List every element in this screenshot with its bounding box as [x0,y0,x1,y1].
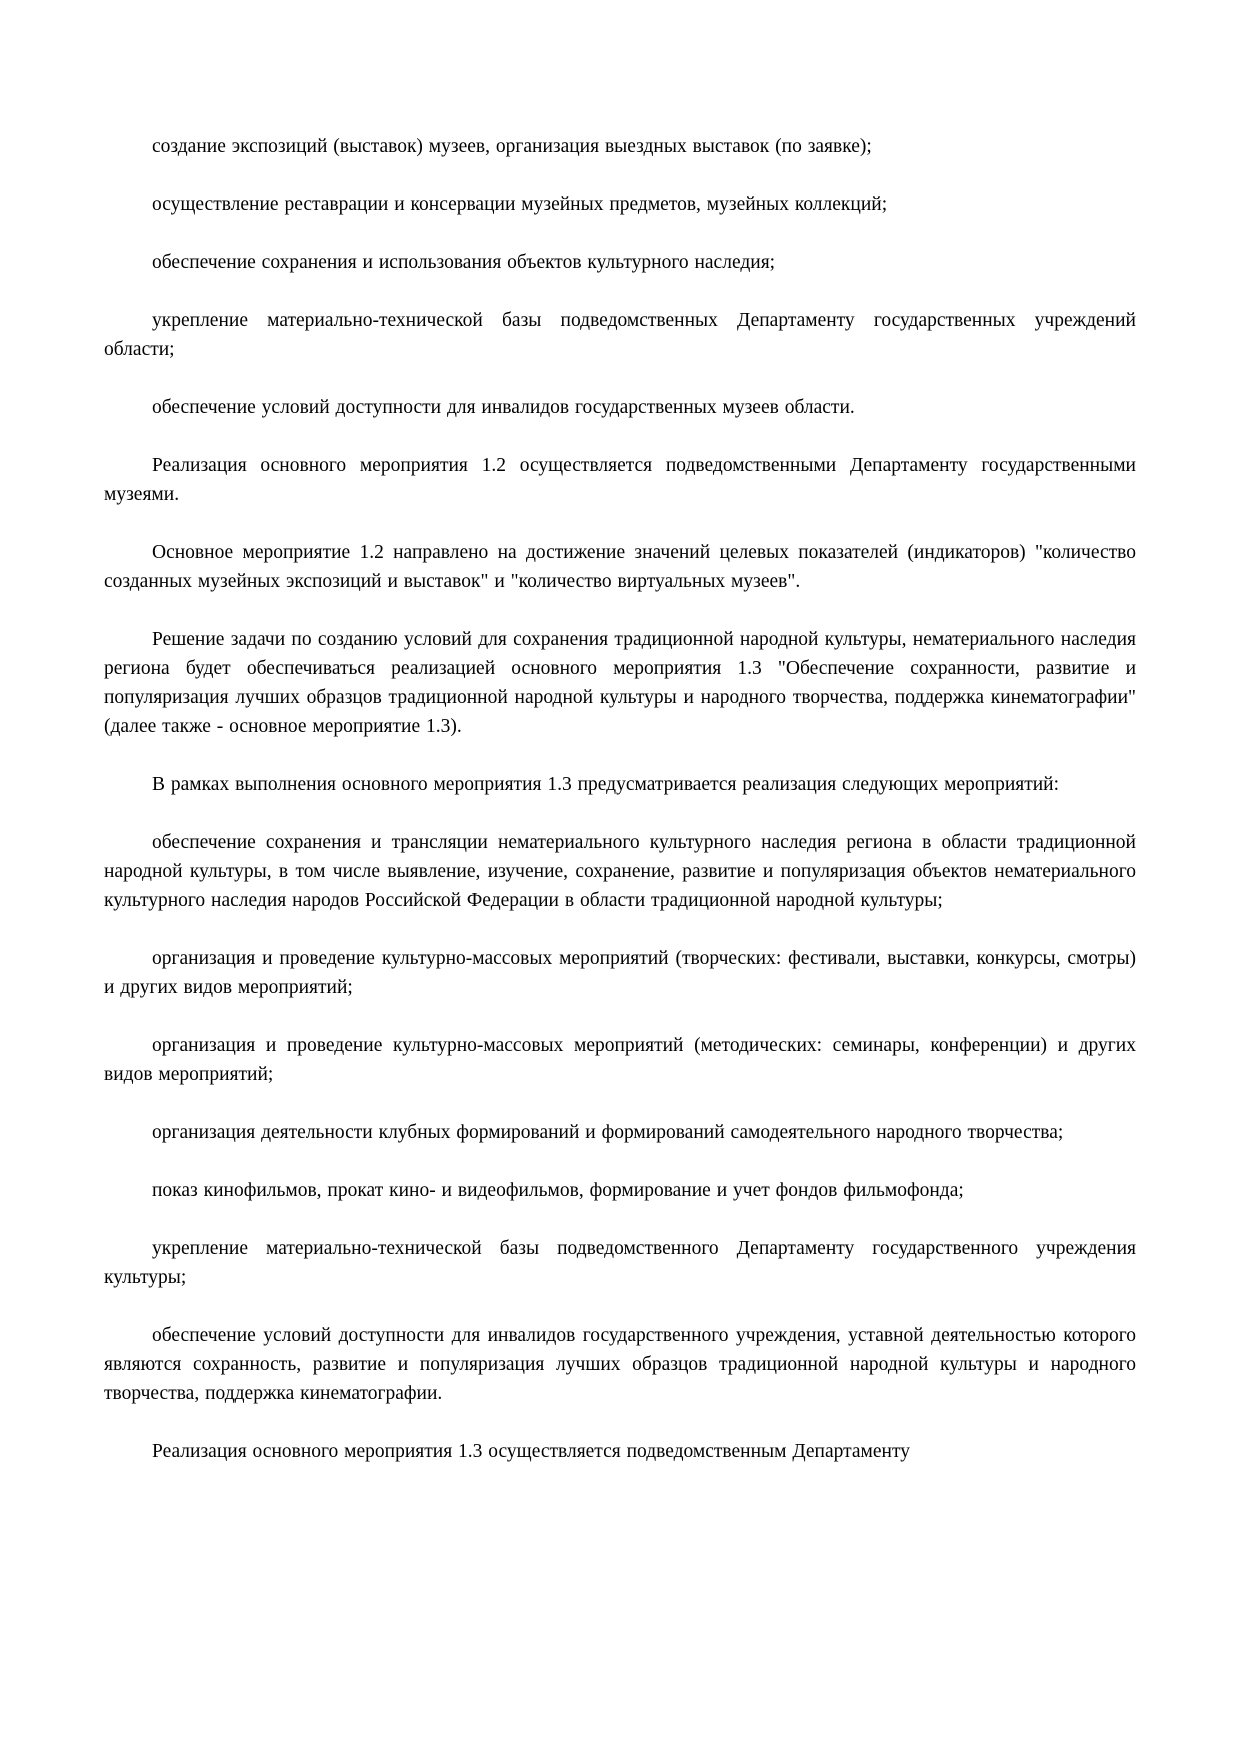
paragraph-17: Реализация основного мероприятия 1.3 осуществляется подведомственным Департаменту [152,1441,910,1462]
paragraph-11: организация и проведение культурно-массовых мероприятий (творческих: фестивали, выставки, конкурсы, смотры) и других видов мероприятий; [104,948,1136,998]
document-content [104,132,1136,1466]
paragraph-3: обеспечение сохранения и использования объектов культурного наследия; [152,252,776,273]
paragraph-10: обеспечение сохранения и трансляции нематериального культурного наследия региона в области традиционной народной культуры, в том числе выявление, изучение, сохранение, развитие и популяризация объектов нематериального культурного наследия народов Российской Федерации в области традиционной народной культуры; [104,832,1136,911]
paragraph-12: организация и проведение культурно-массовых мероприятий (методических: семинары, конференции) и других видов мероприятий; [104,1035,1136,1085]
paragraph-14: показ кинофильмов, прокат кино- и видеофильмов, формирование и учет фондов фильмофонда; [152,1180,964,1201]
paragraph-5: обеспечение условий доступности для инвалидов государственных музеев области. [152,397,855,418]
paragraph-16: обеспечение условий доступности для инвалидов государственного учреждения, уставной деятельностью которого являются сохранность, развитие и популяризация лучших образцов традиционной народной культуры и народного творчества, поддержка кинематографии. [104,1325,1136,1404]
paragraph-9: В рамках выполнения основного мероприятия 1.3 предусматривается реализация следующих мероприятий: [152,774,1060,795]
paragraph-4: укрепление материально-технической базы подведомственных Департаменту государственных учреждений области; [104,310,1136,360]
paragraph-15: укрепление материально-технической базы подведомственного Департаменту государственного учреждения культуры; [104,1238,1136,1288]
paragraph-2: осуществление реставрации и консервации музейных предметов, музейных коллекций; [152,194,888,215]
paragraph-8: Решение задачи по созданию условий для сохранения традиционной народной культуры, нематериального наследия региона будет обеспечиваться реализацией основного мероприятия 1.3 "Обеспечение сохранности, развитие и популяризация лучших образцов традиционной народной культуры и народного творчества, поддержка кинематографии" (далее также - основное мероприятие 1.3). [104,629,1136,737]
paragraph-7: Основное мероприятие 1.2 направлено на достижение значений целевых показателей (индикаторов) "количество созданных музейных экспозиций и выставок" и "количество виртуальных музеев". [104,542,1136,592]
paragraph-13: организация деятельности клубных формирований и формирований самодеятельного народного творчества; [152,1122,1064,1143]
paragraph-1: создание экспозиций (выставок) музеев, организация выездных выставок (по заявке); [152,136,872,157]
paragraph-6: Реализация основного мероприятия 1.2 осуществляется подведомственными Департаменту государственными музеями. [104,455,1136,505]
